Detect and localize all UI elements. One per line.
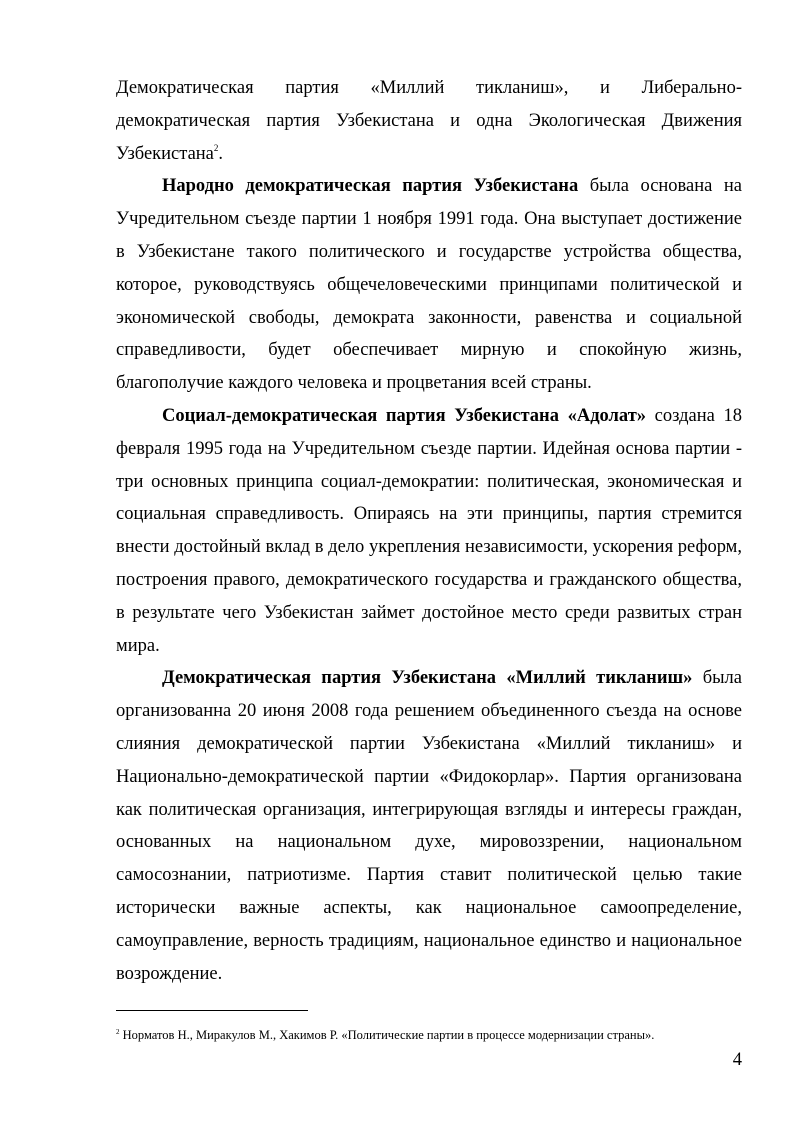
paragraph-4 xyxy=(116,662,742,990)
text-fragment: Узбекистана xyxy=(116,143,214,164)
text-line: социальная справедливость. Опираясь на эти принципы, партия стремится xyxy=(116,504,742,525)
text-line: исторически важные аспекты, как национальное самоопределение, xyxy=(116,897,742,918)
text-line xyxy=(116,138,742,171)
party-name: Социал-демократическая партия Узбекистана «Адолат» xyxy=(162,405,647,426)
text-fragment: была основана на xyxy=(578,176,742,197)
text-line xyxy=(116,170,742,203)
footnote-text: Норматов Н., Миракулов М., Хакимов Р. «Политические партии в процессе модернизации страны». xyxy=(119,1028,655,1042)
text-line: три основных принципа социал-демократии: политическая, экономическая и xyxy=(116,471,742,492)
paragraph-3 xyxy=(116,400,742,662)
text-line xyxy=(116,662,742,695)
text-line: которое, руководствуясь общечеловеческими принципами политической и xyxy=(116,274,742,295)
party-name: Демократическая партия Узбекистана «Миллий тикланиш» xyxy=(162,668,693,689)
text-line: мира. xyxy=(116,635,160,656)
text-fragment: . xyxy=(218,143,224,164)
text-line: февраля 1995 года на Учредительном съезде партии. Идейная основа партии - xyxy=(116,438,742,459)
text-line: слияния демократической партии Узбекистана «Миллий тикланиш» и xyxy=(116,733,742,754)
paragraph-2 xyxy=(116,170,742,400)
page-number: 4 xyxy=(732,1050,742,1070)
party-name: Народно демократическая партия Узбекистана xyxy=(162,176,579,197)
footnote-reference[interactable]: 2 xyxy=(213,142,219,153)
text-line: справедливости, будет обеспечивает мирную и спокойную жизнь, xyxy=(116,340,742,361)
text-line: демократическая партия Узбекистана и одна Экологическая Движения xyxy=(116,110,742,131)
text-fragment: создана 18 xyxy=(646,405,742,426)
text-line: экономической свободы, демократа законности, равенства и социальной xyxy=(116,307,742,328)
footnote-separator xyxy=(116,1010,308,1011)
text-line: основанных на национальном духе, мировоззрении, национальном xyxy=(116,832,742,853)
text-line: в результате чего Узбекистан займет достойное место среди развитых стран xyxy=(116,602,742,623)
text-line: построения правого, демократического государства и гражданского общества, xyxy=(116,569,742,590)
text-line: в Узбекистане такого политического и государстве устройства общества, xyxy=(116,241,742,262)
text-line: Национально-демократической партии «Фидокорлар». Партия организована xyxy=(116,766,742,787)
text-fragment: была xyxy=(692,668,742,689)
text-line: Демократическая партия «Миллий тикланиш», и Либерально- xyxy=(116,78,742,98)
text-line: как политическая организация, интегрирующая взгляды и интересы граждан, xyxy=(116,799,742,820)
paragraph-1 xyxy=(116,72,742,170)
text-line: Учредительном съезде партии 1 ноября 1991 года. Она выступает достижение xyxy=(116,209,742,230)
footnote-number: 2 xyxy=(116,1028,120,1036)
text-line: организованна 20 июня 2008 года решением объединенного съезда на основе xyxy=(116,701,742,722)
text-line: самоуправление, верность традициям, национальное единство и национальное xyxy=(116,930,742,951)
text-line xyxy=(116,400,742,433)
text-line: самосознании, патриотизме. Партия ставит политической целью такие xyxy=(116,865,742,886)
text-line: внести достойный вклад в дело укрепления независимости, ускорения реформ, xyxy=(116,537,742,558)
footnote xyxy=(116,1027,654,1043)
body-text xyxy=(116,72,742,990)
text-line: возрождение. xyxy=(116,963,223,984)
text-line: благополучие каждого человека и процветания всей страны. xyxy=(116,373,592,394)
